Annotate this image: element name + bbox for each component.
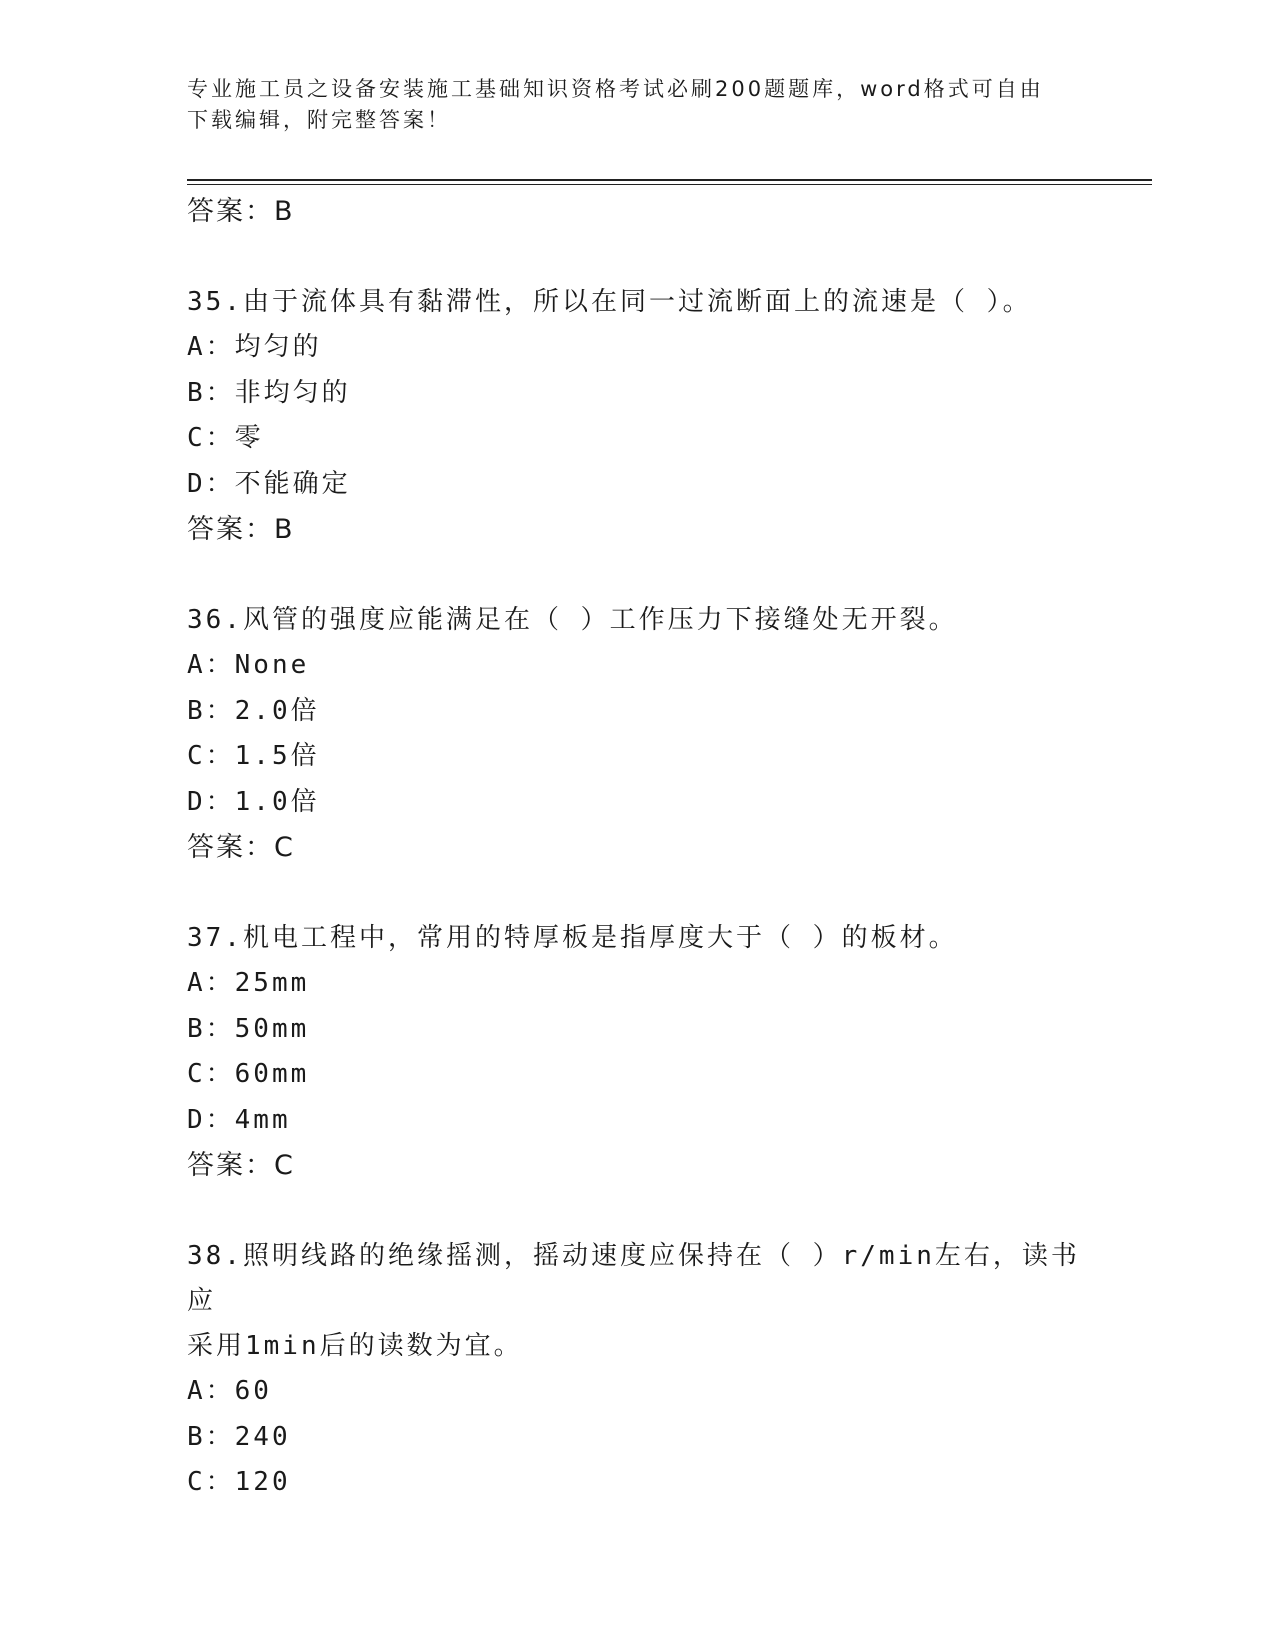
option-a: A：60 <box>187 1376 272 1406</box>
option-c: C：120 <box>187 1467 291 1497</box>
option-d: D：4mm <box>187 1104 291 1135</box>
answer-line: 答案：C <box>187 832 295 863</box>
option-a: A：None <box>187 650 310 680</box>
option-b: B：240 <box>187 1421 291 1452</box>
question-block <box>187 1234 1107 1506</box>
header-title: 专业施工员之设备安装施工基础知识资格考试必刷200题题库，word格式可自由 下载编辑，附完整答案！ <box>187 77 1044 132</box>
option-a: A：25mm <box>187 968 310 998</box>
answer-line: 答案：B <box>187 514 295 545</box>
answer-line: 答案：C <box>187 1150 295 1181</box>
option-b: B：非均匀的 <box>187 377 351 408</box>
option-d: D：不能确定 <box>187 468 351 499</box>
option-c: C：1.5倍 <box>187 741 320 771</box>
option-b: B：50mm <box>187 1013 310 1044</box>
header-divider-thin <box>187 184 1152 185</box>
question-text: 35.由于流体具有黏滞性，所以在同一过流断面上的流速是（ ）。 <box>187 287 1032 317</box>
question-list <box>187 189 1107 1506</box>
question-block <box>187 280 1107 553</box>
option-a: A：均匀的 <box>187 332 322 362</box>
option-c: C：60mm <box>187 1059 310 1089</box>
question-block <box>187 916 1107 1189</box>
option-c: C：零 <box>187 423 264 453</box>
option-d: D：1.0倍 <box>187 786 320 817</box>
page-header <box>187 74 1087 136</box>
question-text: 37.机电工程中，常用的特厚板是指厚度大于（ ）的板材。 <box>187 923 958 953</box>
question-block <box>187 598 1107 871</box>
header-divider-thick <box>187 179 1152 181</box>
answer-line: 答案：B <box>187 196 295 227</box>
question-text: 38.照明线路的绝缘摇测，摇动速度应保持在（ ）r/min左右，读书应 采用1min后的读数为宜。 <box>187 1241 1080 1361</box>
option-b: B：2.0倍 <box>187 695 320 726</box>
question-text: 36.风管的强度应能满足在（ ）工作压力下接缝处无开裂。 <box>187 605 958 635</box>
